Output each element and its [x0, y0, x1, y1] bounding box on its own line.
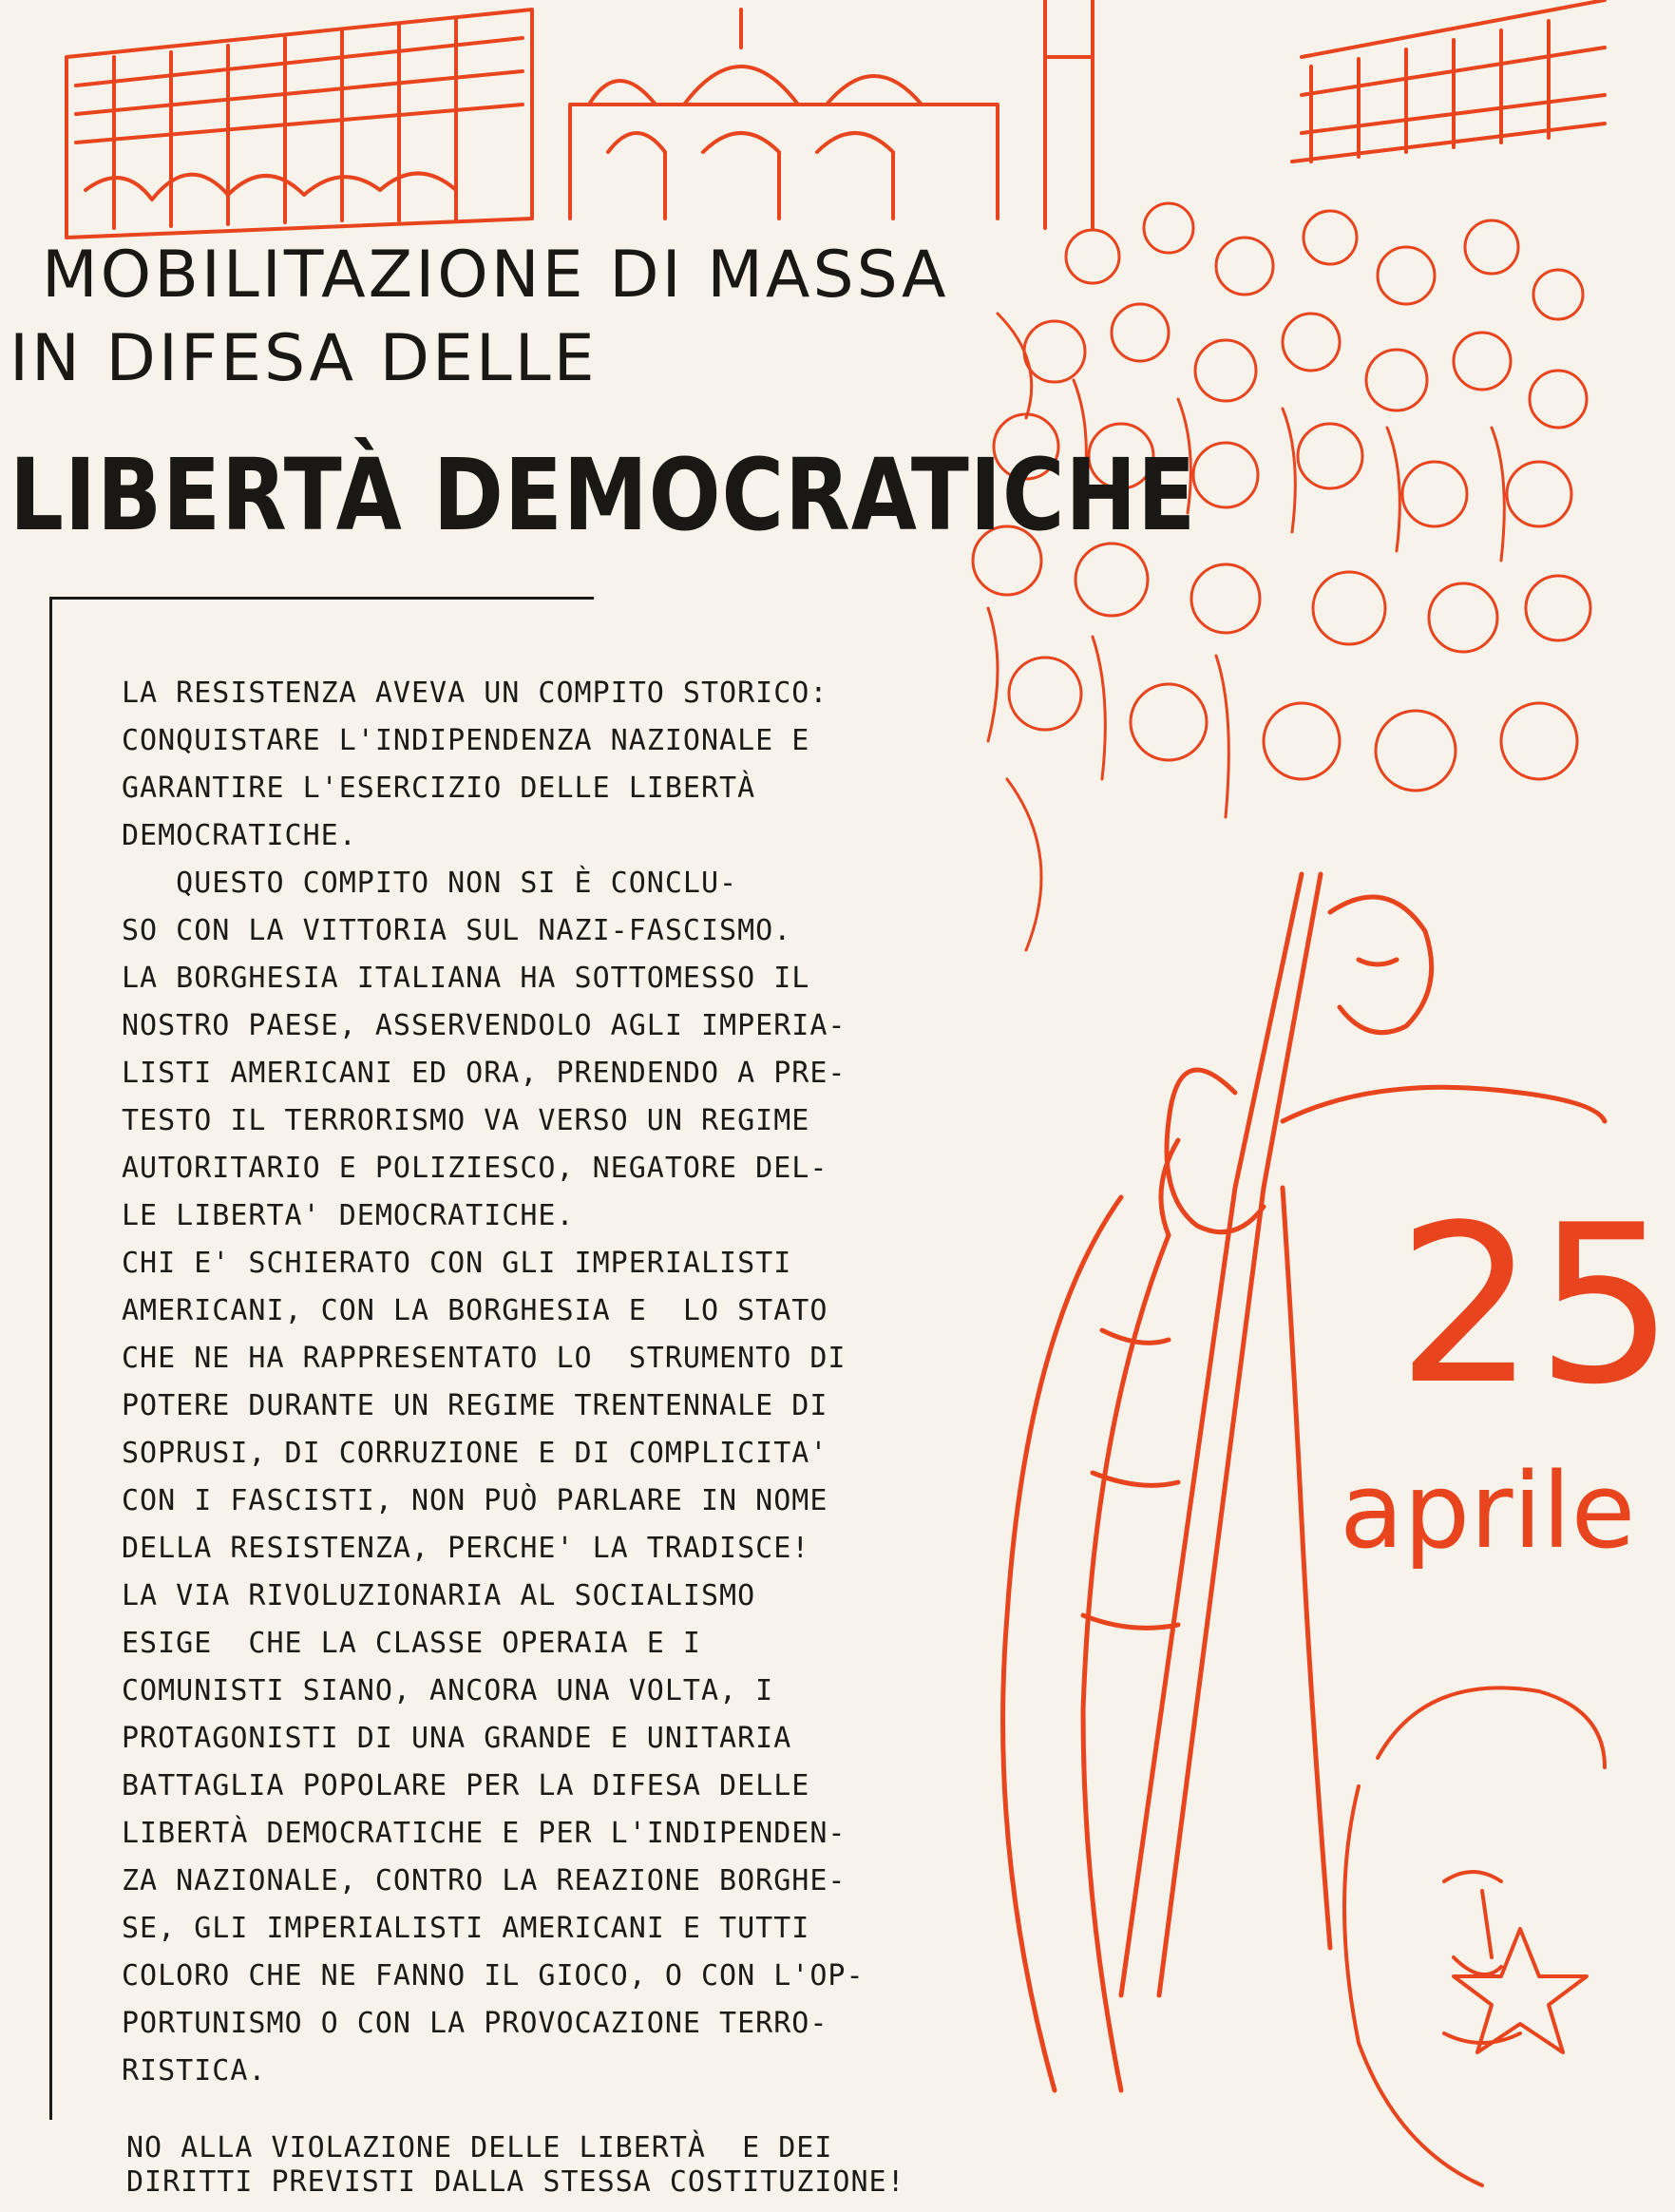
- crowd-heads-sketch: [973, 203, 1590, 950]
- body-line: AMERICANI, CON LA BORGHESIA E LO STATO: [122, 1294, 828, 1327]
- body-line: LA VIA RIVOLUZIONARIA AL SOCIALISMO: [122, 1579, 756, 1612]
- body-line: CON I FASCISTI, NON PUÒ PARLARE IN NOME: [122, 1484, 828, 1517]
- body-line: LA RESISTENZA AVEVA UN COMPITO STORICO:: [122, 677, 828, 710]
- body-line: SE, GLI IMPERIALISTI AMERICANI E TUTTI: [122, 1912, 810, 1945]
- body-line: POTERE DURANTE UN REGIME TRENTENNALE DI: [122, 1389, 828, 1422]
- building-left-sketch: [67, 10, 532, 238]
- body-line: COLORO CHE NE FANNO IL GIOCO, O CON L'OP-: [122, 1959, 865, 1993]
- body-line: PORTUNISMO O CON LA PROVOCAZIONE TERRO-: [122, 2007, 828, 2040]
- face-sketch: [1344, 1688, 1605, 2185]
- building-right-sketch: [1292, 0, 1605, 162]
- body-line: SO CON LA VITTORIA SUL NAZI-FASCISMO.: [122, 914, 792, 947]
- body-line: LE LIBERTA' DEMOCRATICHE.: [122, 1199, 575, 1232]
- body-line: LISTI AMERICANI ED ORA, PRENDENDO A PRE-: [122, 1057, 847, 1090]
- body-line: GARANTIRE L'ESERCIZIO DELLE LIBERTÀ: [122, 772, 756, 805]
- basilica-sketch: [570, 0, 1093, 228]
- headline-line-2: IN DIFESA DELLE: [10, 321, 598, 396]
- body-line: NOSTRO PAESE, ASSERVENDOLO AGLI IMPERIA-: [122, 1009, 847, 1042]
- body-line: BATTAGLIA POPOLARE PER LA DIFESA DELLE: [122, 1769, 810, 1802]
- closing-line: NO ALLA VIOLAZIONE DELLE LIBERTÀ E DEI: [126, 2131, 833, 2164]
- body-line: CHE NE HA RAPPRESENTATO LO STRUMENTO DI: [122, 1342, 847, 1375]
- body-line: TESTO IL TERRORISMO VA VERSO UN REGIME: [122, 1104, 810, 1137]
- headline-line-1: MOBILITAZIONE DI MASSA: [42, 238, 949, 313]
- closing-line: DIRITTI PREVISTI DALLA STESSA COSTITUZIONE!: [126, 2165, 905, 2199]
- body-line: LA BORGHESIA ITALIANA HA SOTTOMESSO IL: [122, 962, 810, 995]
- headline-line-3: LIBERTÀ DEMOCRATICHE: [10, 437, 1197, 553]
- body-line: CONQUISTARE L'INDIPENDENZA NAZIONALE E: [122, 724, 810, 757]
- body-line: CHI E' SCHIERATO CON GLI IMPERIALISTI: [122, 1247, 792, 1280]
- date-month: aprile: [1340, 1450, 1636, 1572]
- body-line: ZA NAZIONALE, CONTRO LA REAZIONE BORGHE-: [122, 1864, 847, 1897]
- body-line: LIBERTÀ DEMOCRATICHE E PER L'INDIPENDEN-: [122, 1817, 847, 1850]
- body-line: SOPRUSI, DI CORRUZIONE E DI COMPLICITA': [122, 1437, 828, 1470]
- body-line: RISTICA.: [122, 2054, 267, 2088]
- body-line: QUESTO COMPITO NON SI È CONCLU-: [122, 867, 738, 900]
- body-text: [122, 670, 939, 2095]
- date-number: 25: [1397, 1179, 1675, 1433]
- body-line: AUTORITARIO E POLIZIESCO, NEGATORE DEL-: [122, 1152, 828, 1185]
- body-line: ESIGE CHE LA CLASSE OPERAIA E I: [122, 1627, 701, 1660]
- body-line: PROTAGONISTI DI UNA GRANDE E UNITARIA: [122, 1722, 792, 1755]
- body-line: DEMOCRATICHE.: [122, 819, 357, 852]
- body-line: COMUNISTI SIANO, ANCORA UNA VOLTA, I: [122, 1674, 774, 1707]
- body-line: DELLA RESISTENZA, PERCHE' LA TRADISCE!: [122, 1532, 810, 1565]
- closing-slogan: [126, 2131, 981, 2200]
